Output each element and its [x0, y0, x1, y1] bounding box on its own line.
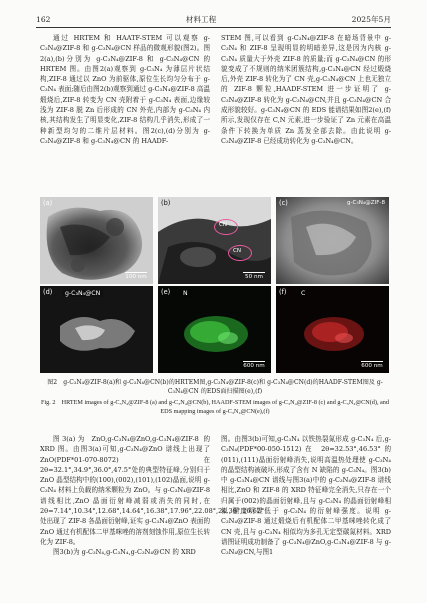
figure-caption-en: Fig. 2 HRTEM images of g-C₃N₄@ZIF-8 (a) and g-C₃N₄@CN(b), HAADF-STEM images of g-C₃N₄@ZIF-8 (c) and g-C₃N₄@CN(d), and EDS mapping images of g-C₃N₄@CN(e),(f)	[41, 399, 389, 415]
scale-bar: 600 nm	[361, 361, 383, 369]
panel-b-hrtem	[158, 197, 271, 284]
panel-label: (d)	[43, 288, 53, 296]
scale-bar: 50 nm	[243, 272, 265, 280]
panel-f-eds-c	[276, 286, 389, 373]
panel-label: (b)	[161, 199, 171, 207]
element-label: N	[180, 290, 191, 297]
paragraph: STEM 图,可以看到 g-C₃N₄@ZIF-8 在暗场背景中 g-C₃N₄ 和 ZIF-8 呈现明显的明暗差异,这是因为内核 g-C₃N₄ 质量大于外壳 ZIF-8 的质量;而 g-C₃N₄@CN 的形貌变成了不规则的纳米团簇结构,g-C₃N₄@CN 经过煅烧后,外壳 ZIF-8 转化为了 CN 壳,g-C₃N₄@CN 上也无独立的 ZIF-8 颗粒,HAADF-STEM 进一步证明了 g-C₃N₄@ZIF-8 转化为 g-C₃N₄@CN,并且 g-C₃N₄@CN 合成形貌较好。g-C₃N₄@CN 的 EDS 能谱结果如图2(e),(f)所示,发现仅存在 C,N 元素,进一步验证了 Zn 元素在高温条件下转换为单质 Zn 蒸发全部去除。由此说明 g-C₃N₄@ZIF-8 已经成功转化为 g-C₃N₄@CN。	[221, 34, 391, 145]
page-number: 162	[36, 14, 51, 24]
scale-bar: 100 nm	[125, 272, 147, 280]
figure-2	[40, 197, 390, 373]
panel-e-eds-n	[158, 286, 271, 373]
panel-c-haadf	[276, 197, 389, 284]
journal-title: 材料工程	[185, 14, 217, 24]
haadf-image-c	[276, 197, 389, 284]
text-column-bottom-left	[40, 434, 265, 558]
text-column-bottom-right	[221, 434, 391, 558]
paragraph: 图3(a)为 ZnO,g-C₃N₄@ZnO,g-C₃N₄@ZIF-8 的 XRD 图。由图3(a)可知,g-C₃N₄@ZnO 谱线上出现了 ZnO(PDF*01-070-8072)在 2θ=32.1°,34.9°,36.0°,47.5°处的典型特征峰,分别归于 ZnO 晶型结构中的(100),(002),(101),(102)晶面,说明 g-C₃N₄ 材料上负载的纳米颗粒为 ZnO。与 g-C₃N₄@ZIF-8 谱线相比,ZnO 晶面衍射峰减弱或消失的同时,在 2θ=7.14°,10.34°,12.68°,14.64°,16.38°,17.96°,22.08°,24.38°,26.62°处出现了 ZIF-8 各晶面衍射峰,证实 g-C₃N₄@ZnO 表面的 ZnO 通过有机配体二甲基咪唑的溶剂刻蚀作用,原位生长转化为 ZIF-8。	[40, 435, 265, 546]
haadf-image-d	[40, 286, 153, 373]
issue-date: 2025年5月	[351, 14, 391, 24]
panel-d-haadf	[40, 286, 153, 373]
text-column-top-right	[221, 33, 391, 146]
panel-label: (c)	[279, 199, 288, 207]
paragraph: 图。由图3(b)可知,g-C₃N₄ 以铁热裂氮形成 g-C₃N₄ 后,g-C₃N₄(PDF*00-050-1512)在 2θ=32.53°,46.53°的(011),(111)晶面衍射峰消失,说明高温热处理使 g-C₃N₄ 的晶型结构被破坏,形成了含有 N 缺陷的 g-C₃N₄。图3(b)中 g-C₃N₄@CN 谱线与图3(a)中的 g-C₃N₄@ZIF-8 谱线相比,ZnO 和 ZIF-8 的 XRD 特征峰完全消失,只存在一个归属于(002)的晶面衍射峰,且与 g-C₃N₄ 的晶面衍射峰相似,强度明显低于 g-C₃N₄ 的衍射峰强度。说明 g-C₃N₄@ZIF-8 通过煅烧后有机配体二甲基咪唑转化成了 CN 壳,且与 g-C₃N₄ 相似均为多孔无定型碳氮材料。XRD 谱图证明成功制备了 g-C₃N₄@ZnO,g-C₃N₄@ZIF-8 与 g-C₃N₄@CN,与图1	[221, 435, 391, 557]
cn-tag: CN	[233, 248, 242, 254]
element-label: C	[298, 290, 308, 297]
paragraph: 图3(b)为 g-C₃N₄,g-C₃N₄,g-C₃N₄@CN 的 XRD	[53, 548, 196, 557]
panel-a-hrtem	[40, 197, 153, 284]
panel-label: (e)	[161, 288, 171, 296]
scale-bar: 600 nm	[243, 361, 265, 369]
sample-label: g-C₃N₄@ZIF-8	[346, 200, 385, 206]
figure-caption-cn: 图2 g-C₃N₄@ZIF-8(a)和 g-C₃N₄@CN(b)的HRTEM图,g-C₃N₄@ZIF-8(c)和 g-C₃N₄@CN(d)的HAADF-STEM图及 g-C₃N₄@CN 的EDS面扫描图(e),(f)	[47, 379, 383, 395]
paragraph: 通过 HRTEM 和 HAATF-STEM 可以观察 g-C₃N₄@ZIF-8 和 g-C₃N₄@CN 样品的微观形貌(图2)。图2(a),(b)分别为 g-C₃N₄@ZIF-8 和 g-C₃N₄@CN 的 HRTEM 图。由图2(a)观察到 g-C₃N₄ 为薄层片状结构,ZIF-8 通过以 ZnO 为前驱体,原位生长均匀分布于 g-C₃N₄ 表面;随后由图2(b)观察到通过 g-C₃N₄@ZIF-8 高温煅烧后,ZIF-8 转变为 CN 壳附着于 g-C₃N₄ 表面,边缘较浅为 ZIF-8 脱 Zn 后形成的 CN 外壳,内部为 g-C₃N₄ 内核,其结构发生了明显变化,ZIF-8 结构几乎消失,形成了一种新型均匀的二维片层材料。图2(c),(d)分别为 g-C₃N₄@ZIF-8 和 g-C₃N₄@CN 的 HAADF-	[40, 34, 210, 145]
panel-label: (f)	[279, 288, 287, 296]
panel-label: (a)	[43, 199, 53, 207]
map-label: g-C₃N₄@CN	[62, 290, 103, 297]
header-rule	[36, 27, 391, 28]
cn-tag: CN	[219, 222, 228, 228]
page-header	[36, 12, 391, 26]
text-column-top-left	[40, 33, 210, 146]
